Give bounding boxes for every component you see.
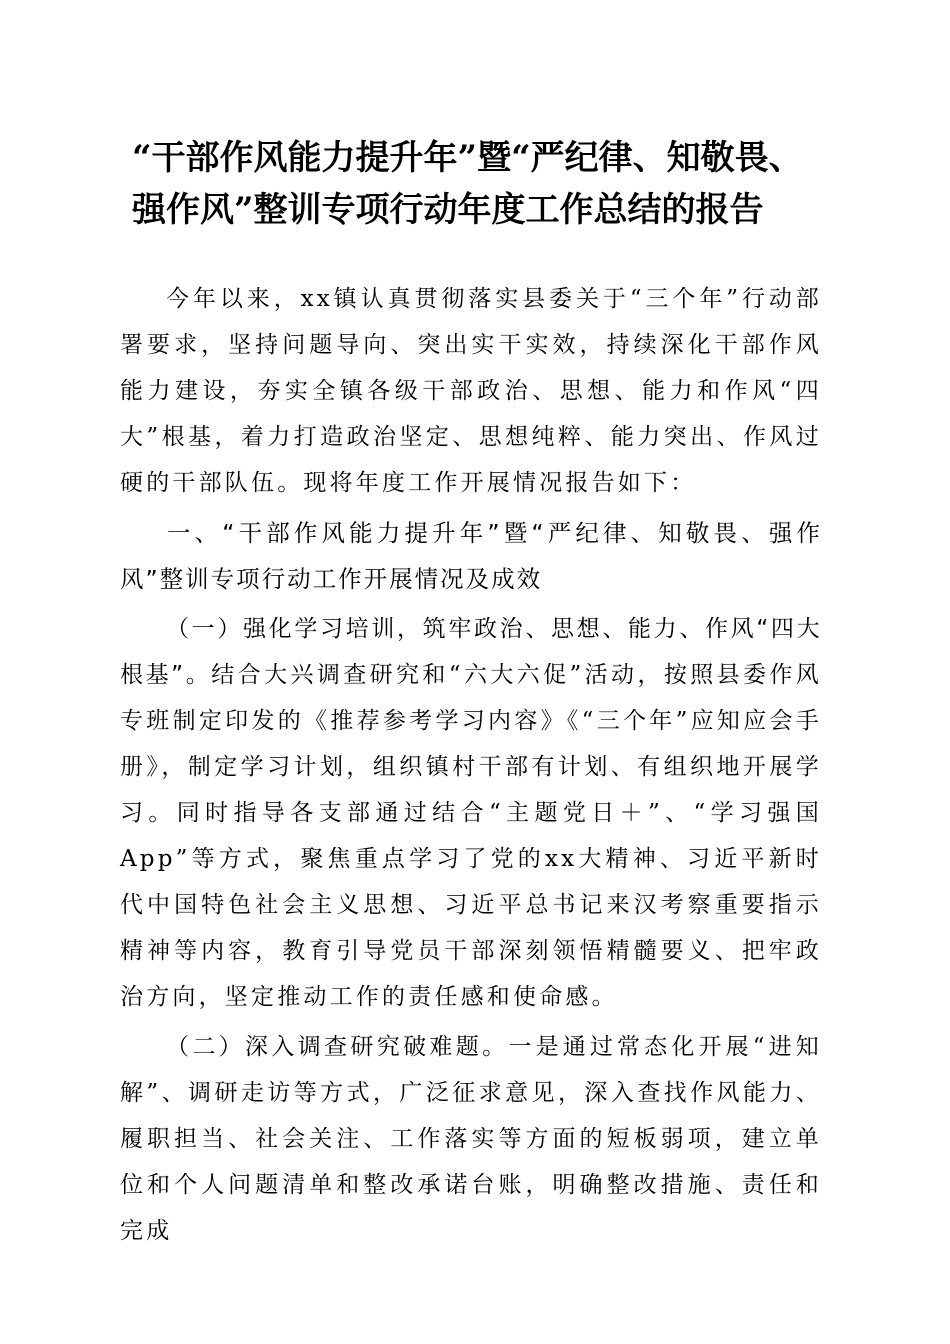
subsection-2-title: （二）深入调查研究破难题。 xyxy=(166,1034,509,1060)
intro-paragraph: 今年以来，xx镇认真贯彻落实县委关于“三个年”行动部署要求，坚持问题导向、突出实干实效，持续深化干部作风能力建设，夯实全镇各级干部政治、思想、能力和作风“四大”根基，着力打造政治坚定、思想纯粹、能力突出、作风过硬的干部队伍。现将年度工作开展情况报告如下： xyxy=(120,286,822,496)
section-1-heading: 一、“干部作风能力提升年”暨“严纪律、知敬畏、强作风”整训专项行动工作开展情况及成效 xyxy=(120,519,822,593)
document-body xyxy=(120,276,822,1254)
document-title xyxy=(120,132,850,236)
subsection-2-body: 一是通过常态化开展“进知解”、调研走访等方式，广泛征求意见，深入查找作风能力、履职担当、社会关注、工作落实等方面的短板弱项，建立单位和个人问题清单和整改承诺台账，明确整改措施、责任和完成 xyxy=(120,1034,822,1244)
subsection-1-paragraph xyxy=(120,606,822,1020)
title-line-2: 强作风”整训专项行动年度工作总结的报告 xyxy=(132,190,764,230)
subsection-2-paragraph xyxy=(120,1024,822,1254)
subsection-1-body: 结合大兴调查研究和“六大六促”活动，按照县委作风专班制定印发的《推荐参考学习内容》《“三个年”应知应会手册》，制定学习计划，组织镇村干部有计划、有组织地开展学习。同时指导各支部通过结合“主题党日＋”、“学习强国App”等方式，聚焦重点学习了党的xx大精神、习近平新时代中国特色社会主义思想、习近平总书记来汉考察重要指示精神等内容，教育引导党员干部深刻领悟精髓要义、把牢政治方向，坚定推动工作的责任感和使命感。 xyxy=(120,662,822,1010)
title-line-1: “干部作风能力提升年”暨“严纪律、知敬畏、 xyxy=(132,138,803,178)
subsection-1-title: （一）强化学习培训，筑牢政治、思想、能力、作风“四大根基”。 xyxy=(120,616,822,688)
